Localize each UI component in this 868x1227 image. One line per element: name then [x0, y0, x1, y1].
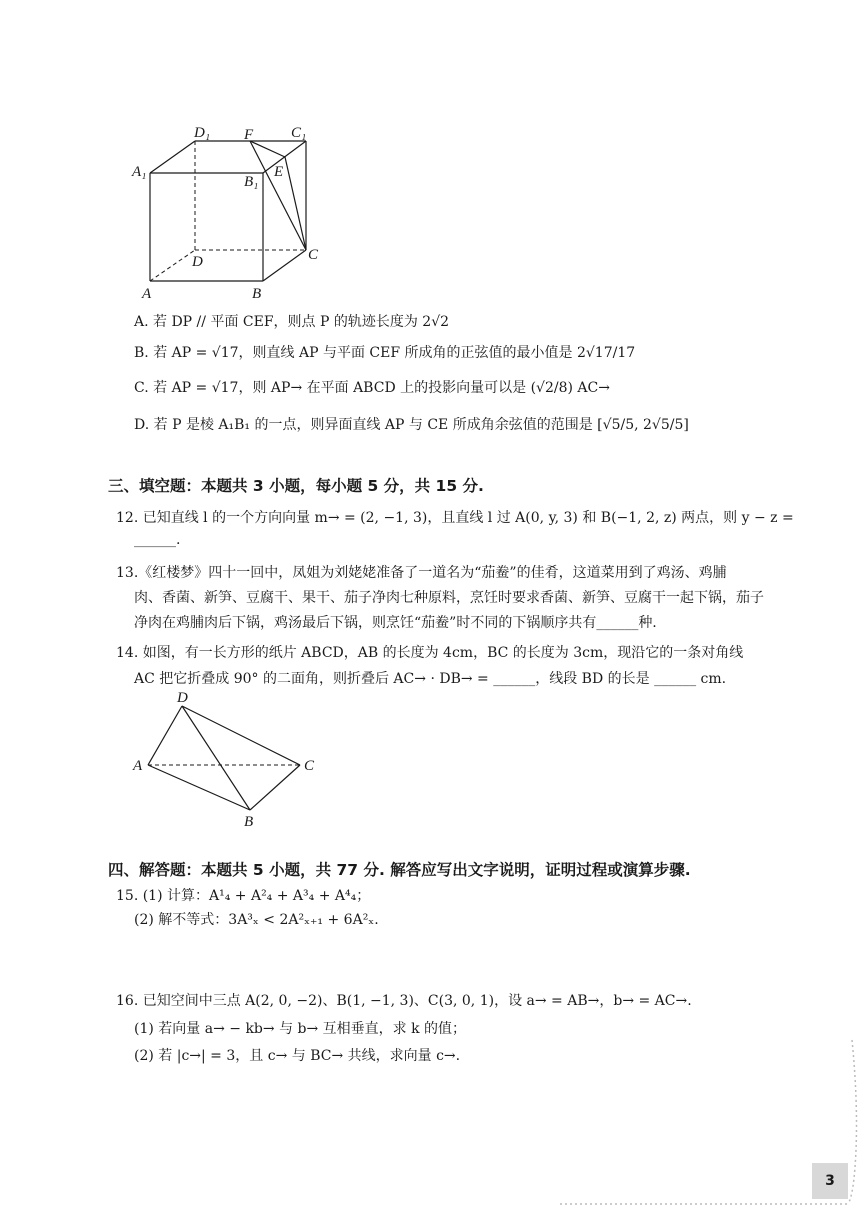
label-b1: B₁ [244, 174, 259, 190]
label-e: E [274, 164, 284, 180]
q13-line3: 净肉在鸡脯肉后下锅，鸡汤最后下锅，则烹饪“茄鲞”时不同的下锅顺序共有______种. [134, 615, 657, 631]
section-4-title: 四、解答题：本题共 5 小题，共 77 分. 解答应写出文字说明，证明过程或演算步骤. [108, 861, 691, 879]
option-a: A. 若 DP // 平面 CEF，则点 P 的轨迹长度为 2√2 [134, 314, 450, 330]
cube-figure [128, 120, 328, 305]
q13-line2: 肉、香菌、新笋、豆腐干、果干、茄子净肉七种原料，烹饪时要求香菌、新笋、豆腐干一起下锅，茄子 [134, 590, 764, 606]
label-c: C [308, 247, 319, 263]
label-f: F [244, 127, 254, 143]
q16-line1: 16. 已知空间中三点 A(2, 0, −2)、B(1, −1, 3)、C(3, 0, 1)，设 a→ = AB→，b→ = AC→. [116, 993, 692, 1009]
q16-line2: (1) 若向量 a→ − kb→ 与 b→ 互相垂直，求 k 的值； [134, 1021, 467, 1037]
fold-label-a: A [133, 758, 143, 774]
section-3-title: 三、填空题：本题共 3 小题，每小题 5 分，共 15 分. [108, 477, 484, 495]
label-a: A [142, 286, 152, 302]
option-d: D. 若 P 是棱 A₁B₁ 的一点，则异面直线 AP 与 CE 所成角余弦值的范围是 [√5/5, 2√5/5] [134, 417, 689, 433]
fold-label-b: B [244, 814, 254, 830]
fold-label-c: C [304, 758, 315, 774]
label-c1: C₁ [291, 125, 307, 141]
fold-label-d: D [177, 690, 188, 706]
label-b: B [252, 286, 262, 302]
q14-line1: 14. 如图，有一长方形的纸片 ABCD，AB 的长度为 4cm，BC 的长度为 3cm，现沿它的一条对角线 [116, 645, 744, 661]
q13-line1: 13.《红楼梦》四十一回中，凤姐为刘姥姥准备了一道名为“茄鲞”的佳肴，这道菜用到了鸡汤、鸡脯 [116, 565, 727, 581]
q14-line2: AC 把它折叠成 90° 的二面角，则折叠后 AC→ · DB→ = ______，线段 BD 的长是 ______ cm. [134, 671, 727, 687]
page-number: 3 [812, 1163, 848, 1199]
option-b: B. 若 AP = √17，则直线 AP 与平面 CEF 所成角的正弦值的最小值是 2√17/17 [134, 345, 636, 361]
q16-line3: (2) 若 |c→| = 3，且 c→ 与 BC→ 共线，求向量 c→. [134, 1048, 461, 1064]
label-d1: D₁ [194, 125, 211, 141]
q15-line2: (2) 解不等式：3A³ₓ < 2A²ₓ₊₁ + 6A²ₓ. [134, 912, 379, 928]
label-d: D [192, 254, 203, 270]
fold-figure [128, 686, 328, 831]
label-a1: A₁ [132, 164, 147, 180]
q15-line1: 15. (1) 计算：A¹₄ + A²₄ + A³₄ + A⁴₄； [116, 888, 371, 904]
q12-line1: 12. 已知直线 l 的一个方向向量 m→ = (2, −1, 3)，且直线 l 过 A(0, y, 3) 和 B(−1, 2, z) 两点，则 y − z = [116, 510, 794, 526]
q12-line2: ______. [134, 532, 181, 548]
option-c: C. 若 AP = √17，则 AP→ 在平面 ABCD 上的投影向量可以是 (√2/8) AC→ [134, 380, 610, 396]
